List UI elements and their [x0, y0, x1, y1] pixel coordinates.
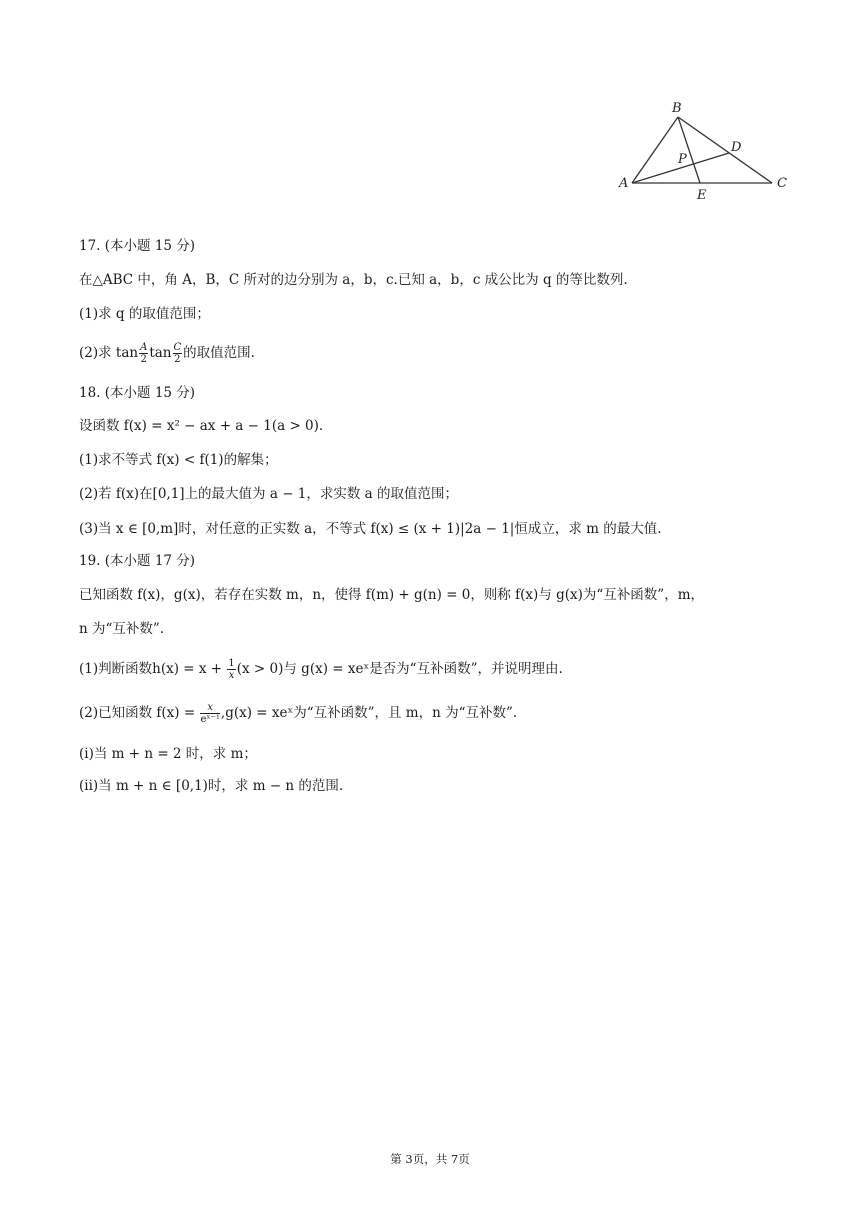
fraction-c-over-2: [173, 342, 183, 365]
label-c: C: [777, 176, 787, 191]
fraction-numerator: x: [200, 702, 219, 714]
q19-heading: 19. (本小题 17 分): [79, 553, 196, 569]
q19-part1-prefix: (1)判断函数h(x) = x +: [79, 661, 227, 677]
segment-be: [678, 117, 700, 183]
q17-part1: (1)求 q 的取值范围；: [79, 306, 210, 322]
fraction-a-over-2: [139, 342, 148, 365]
q18-heading: 18. (本小题 15 分): [79, 385, 196, 401]
q17-part2: [79, 342, 255, 365]
triangle-diagram: [612, 96, 802, 206]
side-ab: [632, 117, 678, 183]
label-e: E: [697, 188, 707, 203]
triangle-figure: [612, 96, 802, 206]
q19-stem-line2: n 为“互补数”.: [79, 621, 165, 637]
q17-part2-mid: tan: [149, 345, 172, 361]
fraction-numerator: A: [140, 342, 148, 353]
side-bc: [678, 117, 772, 183]
q19-part2-suffix: ,g(x) = xeˣ为“互补函数”，且 m，n 为“互补数”.: [220, 705, 518, 721]
q19-part1-suffix: (x > 0)与 g(x) = xeˣ是否为“互补函数”，并说明理由.: [236, 661, 563, 677]
q19-part2: [79, 702, 517, 725]
q18-part2: (2)若 f(x)在[0,1]上的最大值为 a − 1，求实数 a 的取值范围；: [79, 486, 459, 502]
label-p: P: [678, 152, 687, 167]
q19-part1: [79, 658, 563, 681]
fraction-1-over-x: [227, 658, 235, 681]
q19-part2-prefix: (2)已知函数 f(x) =: [79, 705, 200, 721]
q17-stem: 在△ABC 中，角 A，B，C 所对的边分别为 a，b，c.已知 a，b，c 成公比为 q 的等比数列.: [79, 272, 628, 288]
page-footer: 第 3页，共 7页: [390, 1152, 470, 1166]
fraction-denominator: 2: [174, 354, 181, 365]
q19-subpart-i: (i)当 m + n = 2 时，求 m；: [79, 746, 257, 762]
q17-part2-prefix: (2)求 tan: [79, 345, 139, 361]
fraction-numerator: C: [173, 342, 182, 353]
q17-heading: 17. (本小题 15 分): [79, 238, 196, 254]
fraction-denominator: 2: [140, 354, 147, 365]
fraction-denominator: eˣ⁻¹: [200, 714, 220, 725]
label-b: B: [672, 101, 682, 116]
q18-part1: (1)求不等式 f(x) < f(1)的解集；: [79, 452, 278, 468]
q18-part3: (3)当 x ∈ [0,m]时，对任意的正实数 a，不等式 f(x) ≤ (x + 1)|2a − 1|恒成立，求 m 的最大值.: [79, 521, 662, 537]
label-a: A: [619, 176, 629, 191]
fraction-numerator: 1: [228, 658, 235, 669]
fraction-denominator: x: [228, 670, 235, 681]
q19-subpart-ii: (ii)当 m + n ∈ [0,1)时，求 m − n 的范围.: [79, 778, 344, 794]
q18-stem: 设函数 f(x) = x² − ax + a − 1(a > 0).: [79, 418, 324, 434]
label-d: D: [731, 140, 742, 155]
fraction-x-over-exp: [200, 702, 219, 725]
q19-stem-line1: 已知函数 f(x)，g(x)，若存在实数 m，n，使得 f(m) + g(n) = 0，则称 f(x)与 g(x)为“互补函数”，m，: [79, 587, 705, 603]
q17-part2-suffix: 的取值范围.: [183, 345, 255, 361]
